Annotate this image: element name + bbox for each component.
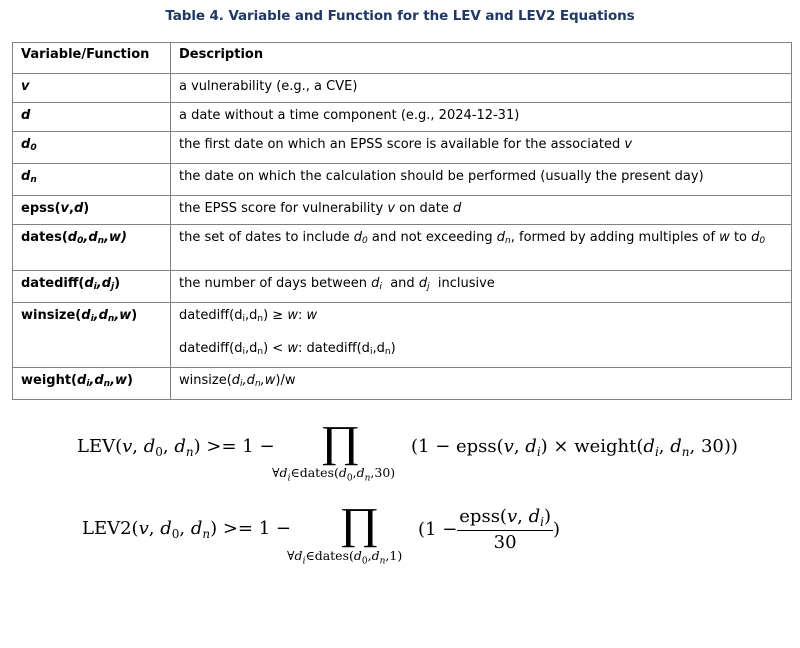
table-row <box>13 74 792 103</box>
description-cell: the date on which the calculation should be performed (usually the present day) <box>171 164 792 196</box>
table-header-row <box>13 43 792 74</box>
winsize-case-1: $datediff(d_i,d_n) \ge w$: w <box>179 308 318 324</box>
lev2-denominator: 30 <box>493 532 517 553</box>
table-row <box>13 303 792 368</box>
product-symbol: ∏ <box>339 499 380 548</box>
table-row <box>13 368 792 400</box>
header-description: Description <box>171 43 792 74</box>
description-cell: $winsize(d_i,d_n,w)/w$ <box>171 368 792 400</box>
table-caption: Table 4. Variable and Function for the LEV and LEV2 Equations <box>165 8 635 24</box>
lev-lhs: LEV(v, $d_0$, $d_n) >= 1$ − <box>77 436 275 459</box>
table-row <box>13 271 792 303</box>
variable-cell: $weight(d_i,d_n,w)$ <box>13 368 171 400</box>
variable-cell: $d_n$ <box>13 164 171 196</box>
description-cell: the set of dates to include $d_0$ and not exceeding $d_n$, formed by adding multiples of w to $d_0$ <box>171 225 792 271</box>
variable-cell: v <box>13 74 171 103</box>
variable-cell: $dates(d_0,d_n,w)$ <box>13 225 171 271</box>
variable-cell: $d_0$ <box>13 132 171 164</box>
lev2-product-index: $\forall d_i\in dates(d_0,d_n,1)$ <box>287 548 403 567</box>
table-row <box>13 225 792 271</box>
table-row <box>13 196 792 225</box>
lev2-term-prefix: (1 − <box>418 519 458 540</box>
variable-cell: $winsize(d_i,d_n,w)$ <box>13 303 171 368</box>
lev-term: (1 − epss(v, $d_i$) × $weight(d_i$, $d_n$, 30)) <box>411 436 738 459</box>
variables-table <box>12 42 792 400</box>
lev2-numerator: epss(v, $d_i$) <box>459 506 551 529</box>
table-row <box>13 103 792 132</box>
description-cell: a vulnerability (e.g., a CVE) <box>171 74 792 103</box>
header-variable: Variable/Function <box>13 43 171 74</box>
lev2-fraction <box>457 506 553 553</box>
product-symbol: ∏ <box>320 417 361 466</box>
table-row <box>13 132 792 164</box>
winsize-case-2: $datediff(d_i,d_n) < w$: $datediff(d_i,d_n)$ <box>179 341 396 357</box>
lev2-term-suffix: ) <box>552 519 561 540</box>
description-cell: a date without a time component (e.g., 2024-12-31) <box>171 103 792 132</box>
lev-product-index: $\forall d_i\in dates(d_0,d_n,30)$ <box>272 465 396 484</box>
description-cell: the EPSS score for vulnerability v on date d <box>171 196 792 225</box>
description-cell: the first date on which an EPSS score is available for the associated v <box>171 132 792 164</box>
variable-cell: epss(v,d) <box>13 196 171 225</box>
description-cell <box>171 303 792 368</box>
lev2-term <box>418 506 560 553</box>
variable-cell: $datediff(d_i,d_j)$ <box>13 271 171 303</box>
table-row <box>13 164 792 196</box>
description-cell: the number of days between $d_i$ and $d_j$ inclusive <box>171 271 792 303</box>
variable-cell: d <box>13 103 171 132</box>
lev2-lhs: LEV2(v, $d_0$, $d_n) >= 1$ − <box>82 518 291 541</box>
